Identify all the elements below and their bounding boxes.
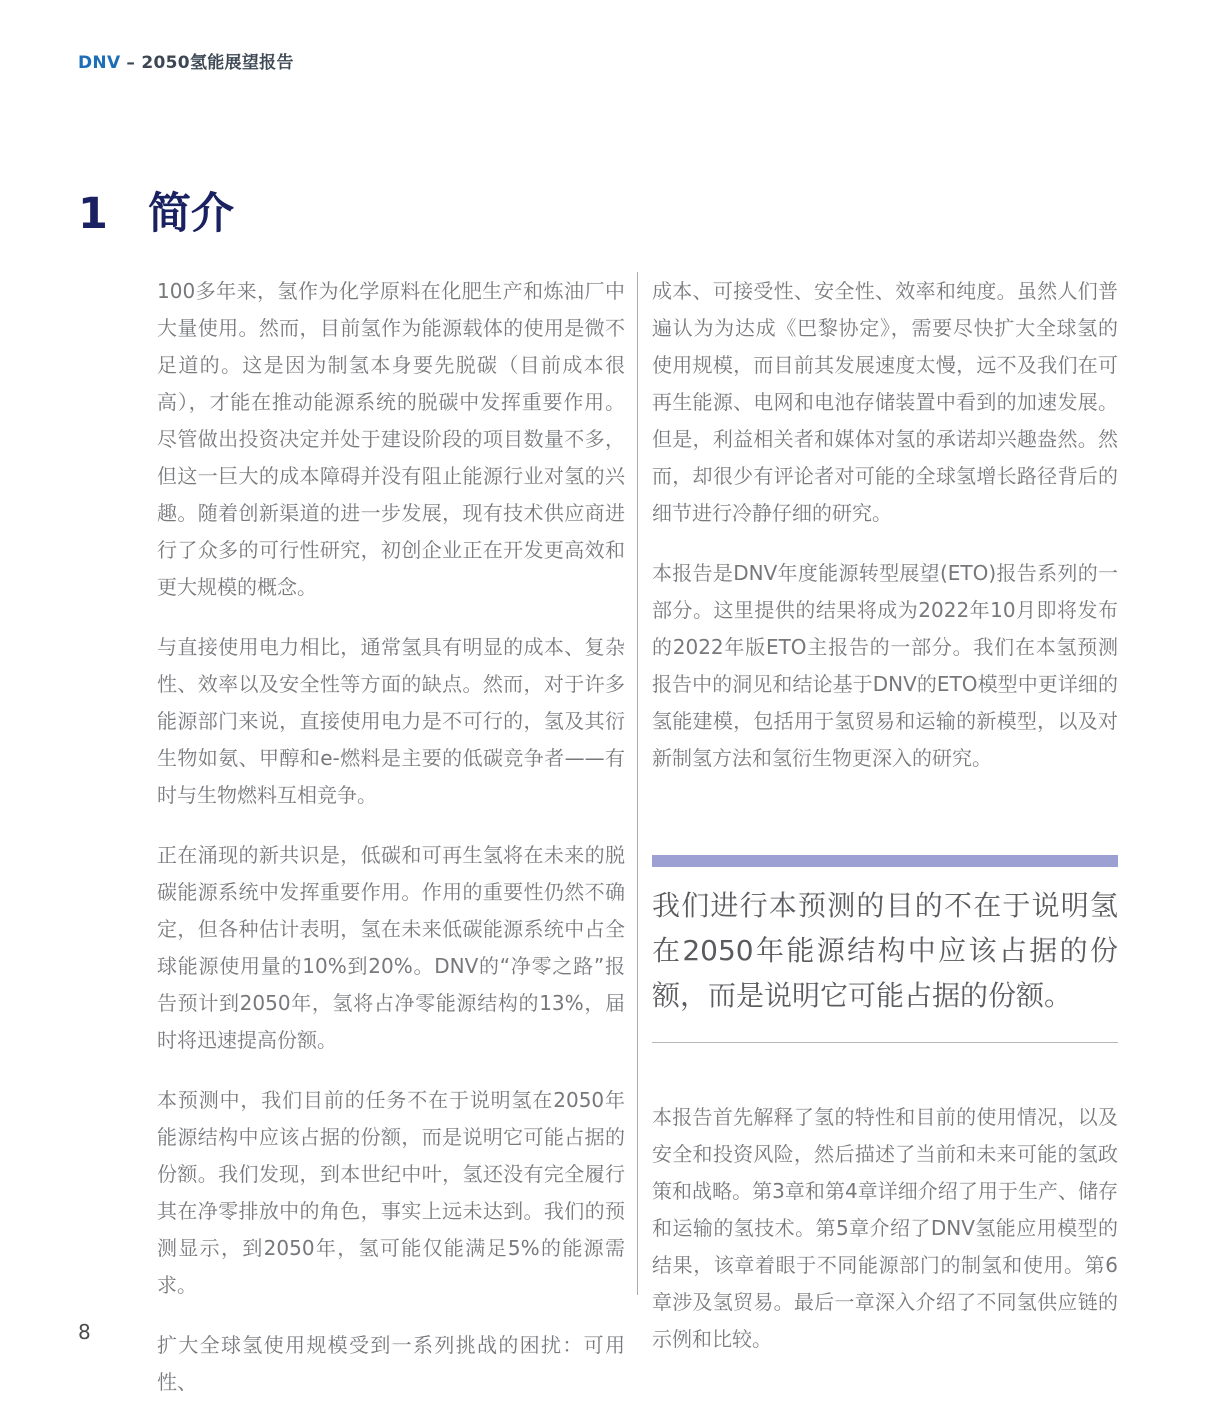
chapter-heading [78,180,234,241]
chapter-number: 1 [78,189,108,239]
left-column [157,273,625,1417]
dnv-logo-text: DNV [78,53,121,73]
page-header [78,48,294,73]
chapter-title: 简介 [148,189,234,239]
pull-quote [652,855,1118,1043]
body-paragraph: 本报告是DNV年度能源转型展望(ETO)报告系列的一部分。这里提供的结果将成为2022年10月即将发布的2022年版ETO主报告的一部分。我们在本氢预测报告中的洞见和结论基于DNV的ETO模型中更详细的氢能建模，包括用于氢贸易和运输的新模型，以及对新制氢方法和氢衍生物更深入的研究。 [652,561,1118,770]
body-paragraph: 100多年来，氢作为化学原料在化肥生产和炼油厂中大量使用。然而，目前氢作为能源载体的使用是微不足道的。这是因为制氢本身要先脱碳（目前成本很高），才能在推动能源系统的脱碳中发挥重要作用。尽管做出投资决定并处于建设阶段的项目数量不多，但这一巨大的成本障碍并没有阻止能源行业对氢的兴趣。随着创新渠道的进一步发展，现有技术供应商进行了众多的可行性研究，初创企业正在开发更高效和更大规模的概念。 [157,279,625,599]
column-divider [637,272,638,1295]
page-number: 8 [78,1320,91,1344]
accent-bar [652,855,1118,867]
body-paragraph: 扩大全球氢使用规模受到一系列挑战的困扰：可用性、 [157,1333,625,1394]
pull-quote-text: 我们进行本预测的目的不在于说明氢在2050年能源结构中应该占据的份额，而是说明它可能占据的份额。 [652,889,1118,1012]
body-paragraph: 正在涌现的新共识是，低碳和可再生氢将在未来的脱碳能源系统中发挥重要作用。作用的重要性仍然不确定，但各种估计表明，氢在未来低碳能源系统中占全球能源使用量的10%到20%。DNV的“净零之路”报告预计到2050年，氢将占净零能源结构的13%，届时将迅速提高份额。 [157,843,625,1052]
body-paragraph: 本预测中，我们目前的任务不在于说明氢在2050年能源结构中应该占据的份额，而是说明它可能占据的份额。我们发现，到本世纪中叶，氢还没有完全履行其在净零排放中的角色，事实上远未达到。我们的预测显示，到2050年，氢可能仅能满足5%的能源需求。 [157,1088,625,1297]
body-paragraph: 本报告首先解释了氢的特性和目前的使用情况，以及安全和投资风险，然后描述了当前和未来可能的氢政策和战略。第3章和第4章详细介绍了用于生产、储存和运输的氢技术。第5章介绍了DNV氢能应用模型的结果，该章着眼于不同能源部门的制氢和使用。第6章涉及氢贸易。最后一章深入介绍了不同氢供应链的示例和比较。 [652,1105,1118,1351]
right-column [652,273,1118,1381]
body-paragraph: 与直接使用电力相比，通常氢具有明显的成本、复杂性、效率以及安全性等方面的缺点。然而，对于许多能源部门来说，直接使用电力是不可行的，氢及其衍生物如氨、甲醇和e-燃料是主要的低碳竞争者——有时与生物燃料互相竞争。 [157,635,625,807]
body-paragraph: 成本、可接受性、安全性、效率和纯度。虽然人们普遍认为为达成《巴黎协定》，需要尽快扩大全球氢的使用规模，而目前其发展速度太慢，远不及我们在可再生能源、电网和电池存储装置中看到的加速发展。但是，利益相关者和媒体对氢的承诺却兴趣盎然。然而，却很少有评论者对可能的全球氢增长路径背后的细节进行冷静仔细的研究。 [652,279,1118,525]
report-title: – 2050氢能展望报告 [126,53,294,73]
